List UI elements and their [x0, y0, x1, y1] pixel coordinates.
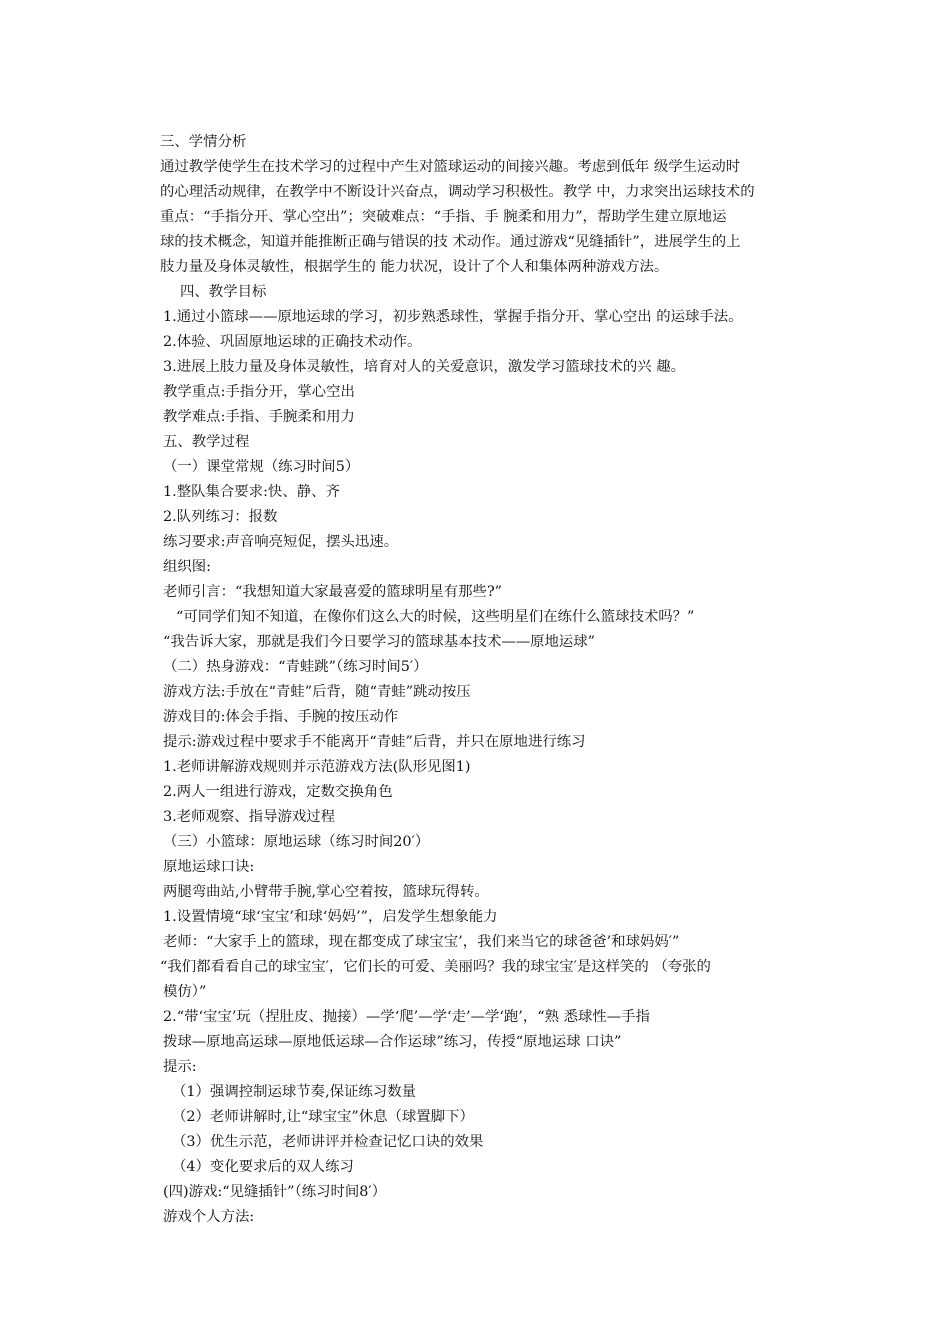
list-item: 1.通过小篮球——原地运球的学习，初步熟悉球性，掌握手指分开、掌心空出 的运球手法。	[163, 309, 743, 325]
list-item: （3）优生示范，老师讲评并检查记忆口诀的效果	[172, 1134, 484, 1150]
list-item: （4）变化要求后的双人练习	[172, 1159, 354, 1175]
list-item: （2）老师讲解时,让“球宝宝”休息（球置脚下）	[172, 1109, 474, 1125]
teaching-key-point: 教学重点:手指分开，掌心空出	[163, 384, 355, 400]
paragraph-line: 提示:游戏过程中要求手不能离开“青蛙”后背，并只在原地进行练习	[163, 734, 586, 750]
paragraph-line: “可同学们知不知道，在像你们这么大的时候，这些明星们在练什么篮球技术吗？”	[176, 609, 695, 625]
paragraph-line: 游戏方法:手放在“青蛙”后背，随“青蛙”跳动按压	[163, 684, 471, 700]
list-item: 3.老师观察、指导游戏过程	[163, 809, 336, 825]
paragraph-line: 拨球—原地高运球—原地低运球—合作运球”练习，传授“原地运球 口诀”	[163, 1034, 622, 1050]
list-item: 1.老师讲解游戏规则并示范游戏方法(队形见图1)	[163, 759, 471, 775]
section-heading-learning-analysis: 三、学情分析	[160, 134, 247, 150]
subsection-heading: （三）小篮球：原地运球（练习时间20′）	[163, 834, 430, 850]
list-item: 1.整队集合要求:快、静、齐	[163, 484, 340, 500]
paragraph-line: 通过教学使学生在技术学习的过程中产生对篮球运动的间接兴趣。考虑到低年 级学生运动时	[160, 159, 741, 175]
paragraph-line: 两腿弯曲站,小臂带手腕,掌心空着按，篮球玩得转。	[163, 884, 489, 900]
paragraph-line: 重点：“手指分开、掌心空出”；突破难点：“手指、手 腕柔和用力”，帮助学生建立原地运	[160, 209, 727, 225]
paragraph-line: 游戏个人方法:	[163, 1209, 255, 1225]
list-item: 1.设置情境“球‘宝宝’和球‘妈妈’”，启发学生想象能力	[163, 909, 498, 925]
paragraph-line: 游戏目的:体会手指、手腕的按压动作	[163, 709, 399, 725]
section-heading-teaching-goals: 四、教学目标	[180, 284, 267, 300]
paragraph-line: 的心理活动规律，在教学中不断设计兴奋点，调动学习积极性。教学 中，力求突出运球技术的	[160, 184, 755, 200]
paragraph-line: 老师：“大家手上的篮球，现在都变成了球宝宝’，我们来当它的球爸爸’和球妈妈′”	[163, 934, 680, 950]
paragraph-line: 肢力量及身体灵敏性，根据学生的 能力状况，设计了个人和集体两种游戏方法。	[160, 259, 669, 275]
list-item: 2.两人一组进行游戏，定数交换角色	[163, 784, 393, 800]
subsection-heading: （二）热身游戏：“青蛙跳”（练习时间5′）	[163, 659, 428, 675]
list-item: 3.进展上肢力量及身体灵敏性，培育对人的关爱意识，激发学习篮球技术的兴 趣。	[163, 359, 685, 375]
section-heading-teaching-process: 五、教学过程	[163, 434, 250, 450]
list-item: 2.队列练习：报数	[163, 509, 278, 525]
list-item: 2.“带‘宝宝’玩（捏肚皮、抛接）—学‘爬’—学‘走’—学‘跑’，“熟 悉球性—手指	[163, 1009, 650, 1025]
paragraph-line: 组织图:	[163, 559, 212, 575]
paragraph-line: 模仿）”	[163, 984, 207, 1000]
paragraph-line: 老师引言：“我想知道大家最喜爱的篮球明星有那些?”	[163, 584, 503, 600]
paragraph-line: “我告诉大家，那就是我们今日要学习的篮球基本技术——原地运球”	[163, 634, 596, 650]
subsection-heading: (四)游戏:“见缝插针”（练习时间8′）	[163, 1184, 387, 1200]
list-item: （1）强调控制运球节奏,保证练习数量	[172, 1084, 416, 1100]
paragraph-line: 练习要求:声音响亮短促，摆头迅速。	[163, 534, 399, 550]
paragraph-line: “我们都看看自己的球宝宝′，它们长的可爱、美丽吗？我的球宝宝′是这样笑的 （夸张的	[160, 959, 711, 975]
list-item: 2.体验、巩固原地运球的正确技术动作。	[163, 334, 422, 350]
paragraph-line: 提示:	[163, 1059, 197, 1075]
paragraph-line: 球的技术概念，知道并能推断正确与错误的技 术动作。通过游戏“见缝插针”，进展学生的上	[160, 234, 741, 250]
subsection-heading: （一）课堂常规（练习时间5）	[163, 459, 360, 475]
paragraph-line: 原地运球口诀:	[163, 859, 255, 875]
teaching-difficulty: 教学难点:手指、手腕柔和用力	[163, 409, 355, 425]
